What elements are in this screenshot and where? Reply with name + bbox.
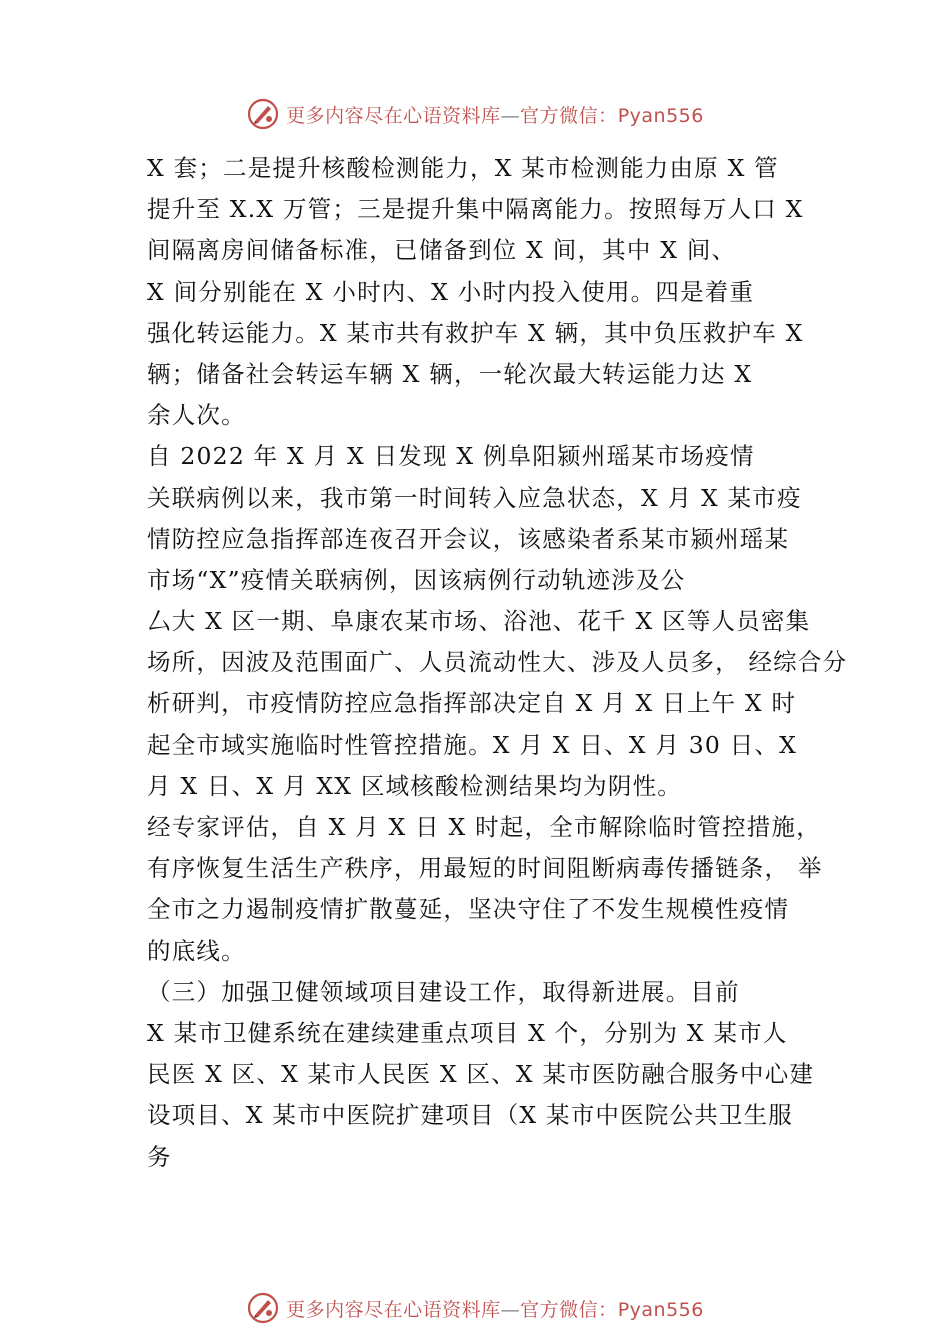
text-line: 市场“X”疫情关联病例，因该病例行动轨迹涉及公 [147, 565, 686, 594]
text-line: 情防控应急指挥部连夜召开会议，该感染者系某市颍州瑶某 [147, 524, 790, 553]
watermark-brand: 更多内容尽在心语资料库 [286, 1298, 501, 1321]
text-line: 的底线。 [147, 936, 246, 965]
watermark-handle: Pyan556 [617, 1298, 704, 1321]
watermark-separator: — [500, 104, 521, 127]
text-line: X 某市卫健系统在建续建重点项目 X 个，分别为 X 某市人 [147, 1018, 788, 1047]
text-line: 余人次。 [147, 401, 246, 430]
text-line: X 间分别能在 X 小时内、X 小时内投入使用。四是着重 [147, 277, 755, 306]
text-line: 强化转运能力。X 某市共有救护车 X 辆，其中负压救护车 X [147, 318, 804, 347]
watermark-label: 官方微信： [520, 1298, 618, 1321]
pen-seal-icon [246, 1291, 280, 1325]
text-line: 析研判，市疫情防控应急指挥部决定自 X 月 X 日上午 X 时 [147, 689, 797, 718]
text-line: 厶大 X 区一期、阜康农某市场、浴池、花千 X 区等人员密集 [147, 607, 811, 636]
text-line: 全市之力遏制疫情扩散蔓延，坚决守住了不发生规模性疫情 [147, 895, 790, 924]
watermark-text [286, 101, 704, 128]
text-line: X 套；二是提升核酸检测能力，X 某市检测能力由原 X 管 [147, 154, 779, 182]
footer-watermark [0, 1290, 950, 1326]
watermark-label: 官方微信： [520, 104, 618, 127]
text-line: 有序恢复生活生产秩序，用最短的时间阻断病毒传播链条， 举 [147, 854, 823, 883]
watermark-handle: Pyan556 [617, 104, 704, 127]
watermark-brand: 更多内容尽在心语资料库 [286, 104, 501, 127]
text-line: 设项目、X 某市中医院扩建项目（X 某市中医院公共卫生服 [147, 1101, 793, 1130]
text-line: 关联病例以来，我市第一时间转入应急状态，X 月 X 某市疫 [147, 483, 802, 512]
text-line: 自 2022 年 X 月 X 日发现 X 例阜阳颍州瑶某市场疫情 [147, 442, 755, 471]
text-line: 务 [147, 1142, 172, 1171]
text-line: 经专家评估，自 X 月 X 日 X 时起，全市解除临时管控措施， [147, 813, 821, 841]
watermark-text [286, 1295, 704, 1322]
text-line: 提升至 X.X 万管；三是提升集中隔离能力。按照每万人口 X [147, 195, 804, 224]
text-line: 起全市域实施临时性管控措施。X 月 X 日、X 月 30 日、X [147, 730, 798, 759]
text-line: 场所，因波及范围面广、人员流动性大、涉及人员多， 经综合分 [147, 648, 848, 677]
header-watermark [0, 96, 950, 132]
watermark-separator: — [500, 1298, 521, 1321]
text-line: 民医 X 区、X 某市人民医 X 区、X 某市医防融合服务中心建 [147, 1060, 815, 1089]
pen-seal-icon [246, 97, 280, 131]
text-line: 间隔离房间储备标准，已储备到位 X 间，其中 X 间、 [147, 236, 737, 265]
text-line: 辆；储备社会转运车辆 X 辆，一轮次最大转运能力达 X [147, 359, 753, 388]
text-line: （三）加强卫健领域项目建设工作，取得新进展。目前 [147, 977, 740, 1006]
document-body [147, 148, 848, 1178]
text-line: 月 X 日、X 月 XX 区域核酸检测结果均为阴性。 [147, 771, 682, 800]
